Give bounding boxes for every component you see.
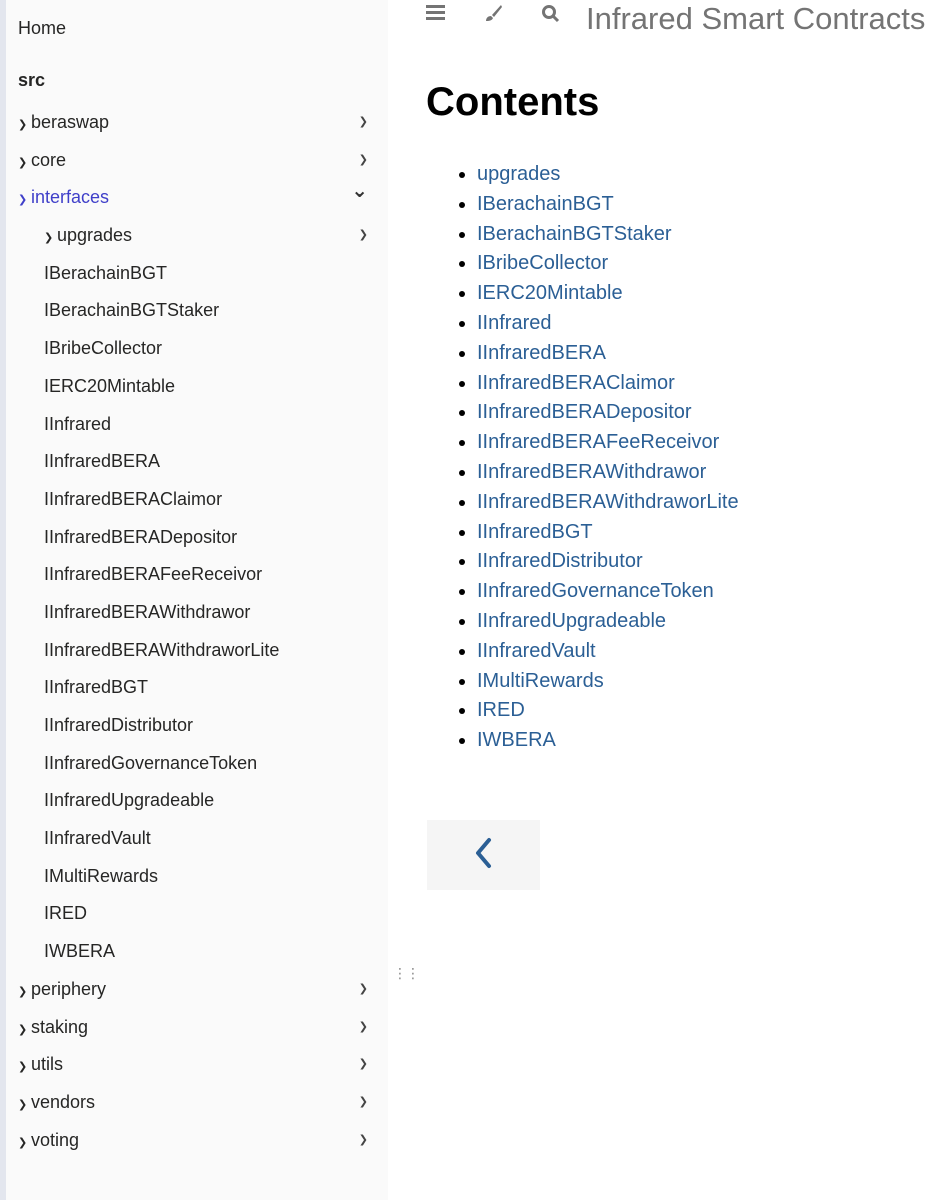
list-item [477,160,739,190]
sidebar-item-label: voting [31,1129,80,1150]
chevron-right-icon[interactable]: ❯ [358,229,368,242]
sidebar-resize-handle[interactable]: ⋮⋮ [393,965,419,981]
sidebar-item[interactable] [18,368,368,406]
sidebar-item[interactable] [18,858,368,896]
sidebar-item[interactable] [18,406,368,444]
sidebar-item[interactable] [18,1084,368,1122]
sidebar-item[interactable] [18,707,368,745]
sidebar-item-label: IBribeCollector [44,338,163,359]
contents-link[interactable]: IInfrared [477,311,552,334]
list-item [477,637,739,667]
sidebar-item[interactable] [18,745,368,783]
chevron-right-icon[interactable]: ❯ [358,153,368,166]
chevron-right-icon[interactable]: ❯ [358,1095,368,1108]
sidebar-item[interactable] [18,971,368,1009]
sidebar-item-label: upgrades [57,225,133,246]
top-bar [408,0,925,40]
sidebar-item-label: IBerachainBGTStaker [44,300,220,321]
expand-toggle-icon[interactable]: ❯ [18,194,28,207]
book-title: Infrared Smart Contracts [586,1,925,36]
sidebar-item[interactable] [18,820,368,858]
chevron-right-icon[interactable]: ❯ [358,116,368,128]
contents-link[interactable]: IERC20Mintable [477,282,623,305]
contents-link[interactable]: IInfraredBERADepositor [477,401,692,424]
sidebar-item[interactable] [18,179,368,217]
search-icon[interactable] [541,4,560,29]
sidebar-item-label: beraswap [31,112,110,132]
list-item [477,726,739,756]
chevron-down-icon[interactable]: ⌄ [351,180,368,203]
expand-toggle-icon[interactable]: ❯ [18,119,28,131]
contents-link[interactable]: IInfraredBERA [477,341,606,364]
sidebar-item[interactable] [18,142,368,180]
sidebar-item[interactable] [18,519,368,557]
list-item [477,279,739,309]
expand-toggle-icon[interactable]: ❯ [18,1098,28,1111]
sidebar-item-label: IInfraredBERAWithdraworLite [44,639,280,660]
sidebar [0,0,388,1200]
chevron-right-icon[interactable]: ❯ [358,1133,368,1146]
sidebar-item-label: IBerachainBGT [44,262,168,283]
list-item [477,428,739,458]
contents-link[interactable]: IInfraredBERAWithdraworLite [477,490,739,513]
contents-link[interactable]: IInfraredDistributor [477,550,643,573]
contents-link[interactable]: IInfraredBERAFeeReceivor [477,431,720,454]
contents-link[interactable]: IBribeCollector [477,252,609,275]
list-item [477,607,739,637]
sidebar-item[interactable] [18,933,368,971]
sidebar-item[interactable] [18,217,368,255]
sidebar-section-title: src [18,70,46,90]
contents-link[interactable]: IInfraredUpgradeable [477,609,667,632]
list-item [477,309,739,339]
sidebar-item[interactable] [18,594,368,632]
list-item [477,220,739,250]
chevron-left-icon [474,837,494,874]
sidebar-item-label: utils [31,1054,64,1075]
contents-link[interactable]: upgrades [477,163,561,185]
expand-toggle-icon[interactable]: ❯ [18,985,28,998]
contents-link[interactable]: IWBERA [477,729,556,752]
sidebar-item[interactable] [18,255,368,293]
contents-link[interactable]: IBerachainBGTStaker [477,222,672,245]
sidebar-item[interactable] [18,292,368,330]
sidebar-item-label: IInfraredBERADepositor [44,526,238,547]
sidebar-item-label: IInfraredBGT [44,677,149,698]
sidebar-item[interactable] [18,556,368,594]
sidebar-item[interactable] [18,330,368,368]
sidebar-item[interactable] [18,1046,368,1084]
sidebar-item[interactable] [18,632,368,670]
sidebar-item[interactable] [18,1009,368,1047]
sidebar-item-label: staking [31,1016,89,1037]
contents-link[interactable]: IInfraredVault [477,639,596,662]
list-item [477,339,739,369]
sidebar-home-link[interactable]: Home [18,18,67,38]
contents-link[interactable]: IInfraredGovernanceToken [477,580,714,603]
sidebar-item[interactable] [18,782,368,820]
contents-link[interactable]: IInfraredBGT [477,520,593,543]
list-item [477,458,739,488]
list-item [477,398,739,428]
contents-link[interactable]: IInfraredBERAWithdrawor [477,460,707,483]
sidebar-item-label: IInfraredUpgradeable [44,790,215,811]
list-item [477,488,739,518]
sidebar-item-label: IInfraredBERAClaimor [44,488,223,509]
sidebar-item[interactable] [18,1122,368,1160]
sidebar-item-label: IRED [44,903,88,924]
sidebar-item-label: vendors [31,1091,96,1112]
sidebar-item[interactable] [18,104,368,142]
sidebar-item-label: IMultiRewards [44,865,159,886]
contents-link[interactable]: IMultiRewards [477,669,604,692]
sidebar-item-label: IInfrared [44,413,112,434]
sidebar-item[interactable] [18,895,368,933]
sidebar-item-label: periphery [31,978,107,999]
sidebar-item-label: IInfraredBERAFeeReceivor [44,564,263,585]
list-item [477,547,739,577]
chevron-right-icon[interactable]: ❯ [358,1058,368,1071]
sidebar-item-label: IInfraredDistributor [44,715,194,735]
chevron-right-icon[interactable]: ❯ [358,982,368,995]
sidebar-item[interactable] [18,443,368,481]
previous-page-button[interactable] [427,820,540,890]
sidebar-item[interactable] [18,669,368,707]
expand-toggle-icon[interactable]: ❯ [18,1061,28,1074]
list-item [477,249,739,279]
list-item [477,518,739,548]
paintbrush-icon[interactable] [483,4,503,30]
expand-toggle-icon[interactable]: ❯ [18,1023,28,1036]
menu-icon[interactable] [426,4,445,27]
sidebar-item-label: IERC20Mintable [44,375,176,396]
sidebar-item[interactable] [18,481,368,519]
list-item [477,369,739,399]
sidebar-item-label: interfaces [31,187,110,208]
list-item [477,667,739,697]
chevron-right-icon[interactable]: ❯ [358,1020,368,1033]
sidebar-item-label: IInfraredBERAWithdrawor [44,601,251,622]
sidebar-tree [18,104,368,1159]
sidebar-item-label: IInfraredBERA [44,451,161,472]
sidebar-item-label: IWBERA [44,941,116,962]
contents-link[interactable]: IInfraredBERAClaimor [477,371,675,394]
sidebar-item-label: IInfraredVault [44,828,151,849]
sidebar-item-label: IInfraredGovernanceToken [44,752,258,773]
list-item [477,696,739,726]
sidebar-item-label: core [31,149,67,170]
contents-list [433,160,739,756]
list-item [477,577,739,607]
expand-toggle-icon[interactable]: ❯ [18,1136,28,1149]
expand-toggle-icon[interactable]: ❯ [44,232,54,245]
list-item [477,190,739,220]
contents-link[interactable]: IRED [477,699,525,722]
page-heading: Contents [426,80,600,124]
expand-toggle-icon[interactable]: ❯ [18,156,28,169]
contents-link[interactable]: IBerachainBGT [477,192,614,215]
